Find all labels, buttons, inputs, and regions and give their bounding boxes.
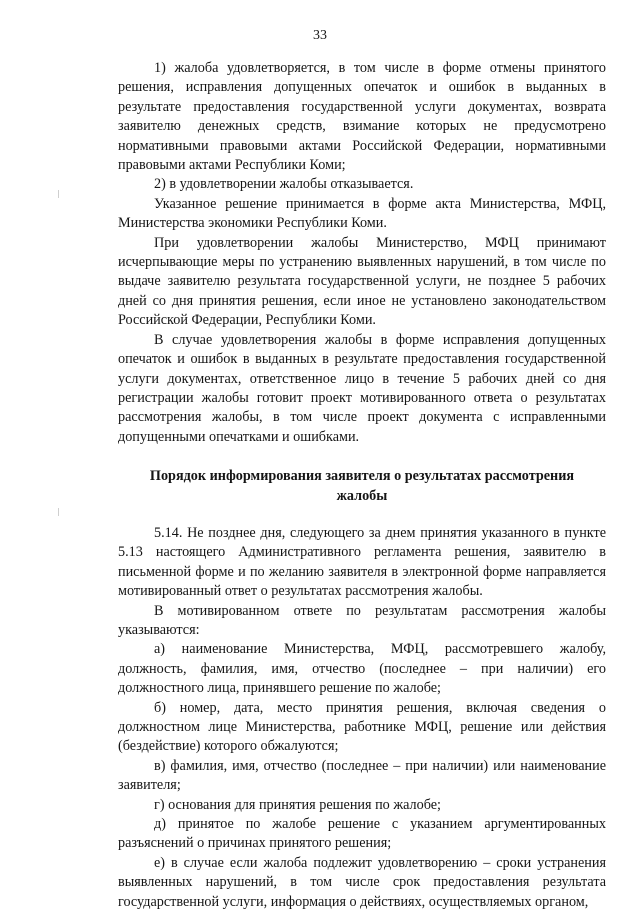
page-number: 33 (313, 28, 327, 43)
list-item: г) основания для принятия решения по жалобе; (154, 796, 441, 813)
list-item: в) фамилия, имя, отчество (последнее – при наличии) или наименование заявителя; (118, 757, 606, 794)
paragraph: 1) жалоба удовлетворяется, в том числе в форме отмены принятого решения, исправления допущенных опечаток и ошибок в выданных в результате предоставления государственной услуги документах, возврата заявителю денежных средств, взимание которых не предусмотрено нормативными правовыми актами Российской Федерации, нормативными правовыми актами Республики Коми; (118, 60, 606, 174)
paragraph: В случае удовлетворения жалобы в форме исправления допущенных опечаток и ошибок в выданных в результате предоставления государственной услуги документах, ответственное лицо в течение 5 рабочих дней со дня регистрации жалобы готовит проект мотивированного ответа о результатах рассмотрения жалобы, в том числе проект документа с исправленными допущенными опечатками и ошибками. (118, 331, 606, 445)
paragraph: 5.14. Не позднее дня, следующего за днем принятия указанного в пункте 5.13 настоящего Административного регламента решения, заявителю в письменной форме и по желанию заявителя в электронной форме направляется мотивированный ответ о результатах рассмотрения жалобы. (118, 524, 606, 600)
section-heading: Порядок информирования заявителя о результатах рассмотрения жалобы (149, 468, 575, 504)
paragraph: В мотивированном ответе по результатам рассмотрения жалобы указываются: (118, 602, 606, 638)
list-item: б) номер, дата, место принятия решения, включая сведения о должностном лице Министерства, работнике МФЦ, решение или действия (бездействие) которого обжалуются; (118, 699, 606, 755)
paragraph: При удовлетворении жалобы Министерство, МФЦ принимают исчерпывающие меры по устранению выявленных нарушений, в том числе по выдаче заявителю результата государственной услуги, не позднее 5 рабочих дней со дня принятия решения, если иное не установлено законодательством Российской Федерации, Республики Коми. (118, 234, 606, 329)
paragraph: Указанное решение принимается в форме акта Министерства, МФЦ, Министерства экономики Республики Коми. (118, 195, 606, 232)
decision-section (118, 59, 606, 447)
scan-artifact-mark (58, 508, 59, 516)
document-body (118, 59, 606, 912)
paragraph: 2) в удовлетворении жалобы отказывается. (154, 176, 414, 193)
list-item: е) в случае если жалоба подлежит удовлетворению – сроки устранения выявленных нарушений, в том числе срок предоставления результата государственной услуги, информация о действиях, осуществляемых органом, (118, 854, 606, 910)
scan-artifact-mark (58, 190, 59, 198)
informing-section (118, 524, 606, 912)
list-item: д) принятое по жалобе решение с указанием аргументированных разъяснений о причинах принятого решения; (118, 816, 606, 852)
list-item: а) наименование Министерства, МФЦ, рассмотревшего жалобу, должность, фамилия, имя, отчество (последнее – при наличии) его должностного лица, принявшего решение по жалобе; (118, 641, 606, 697)
